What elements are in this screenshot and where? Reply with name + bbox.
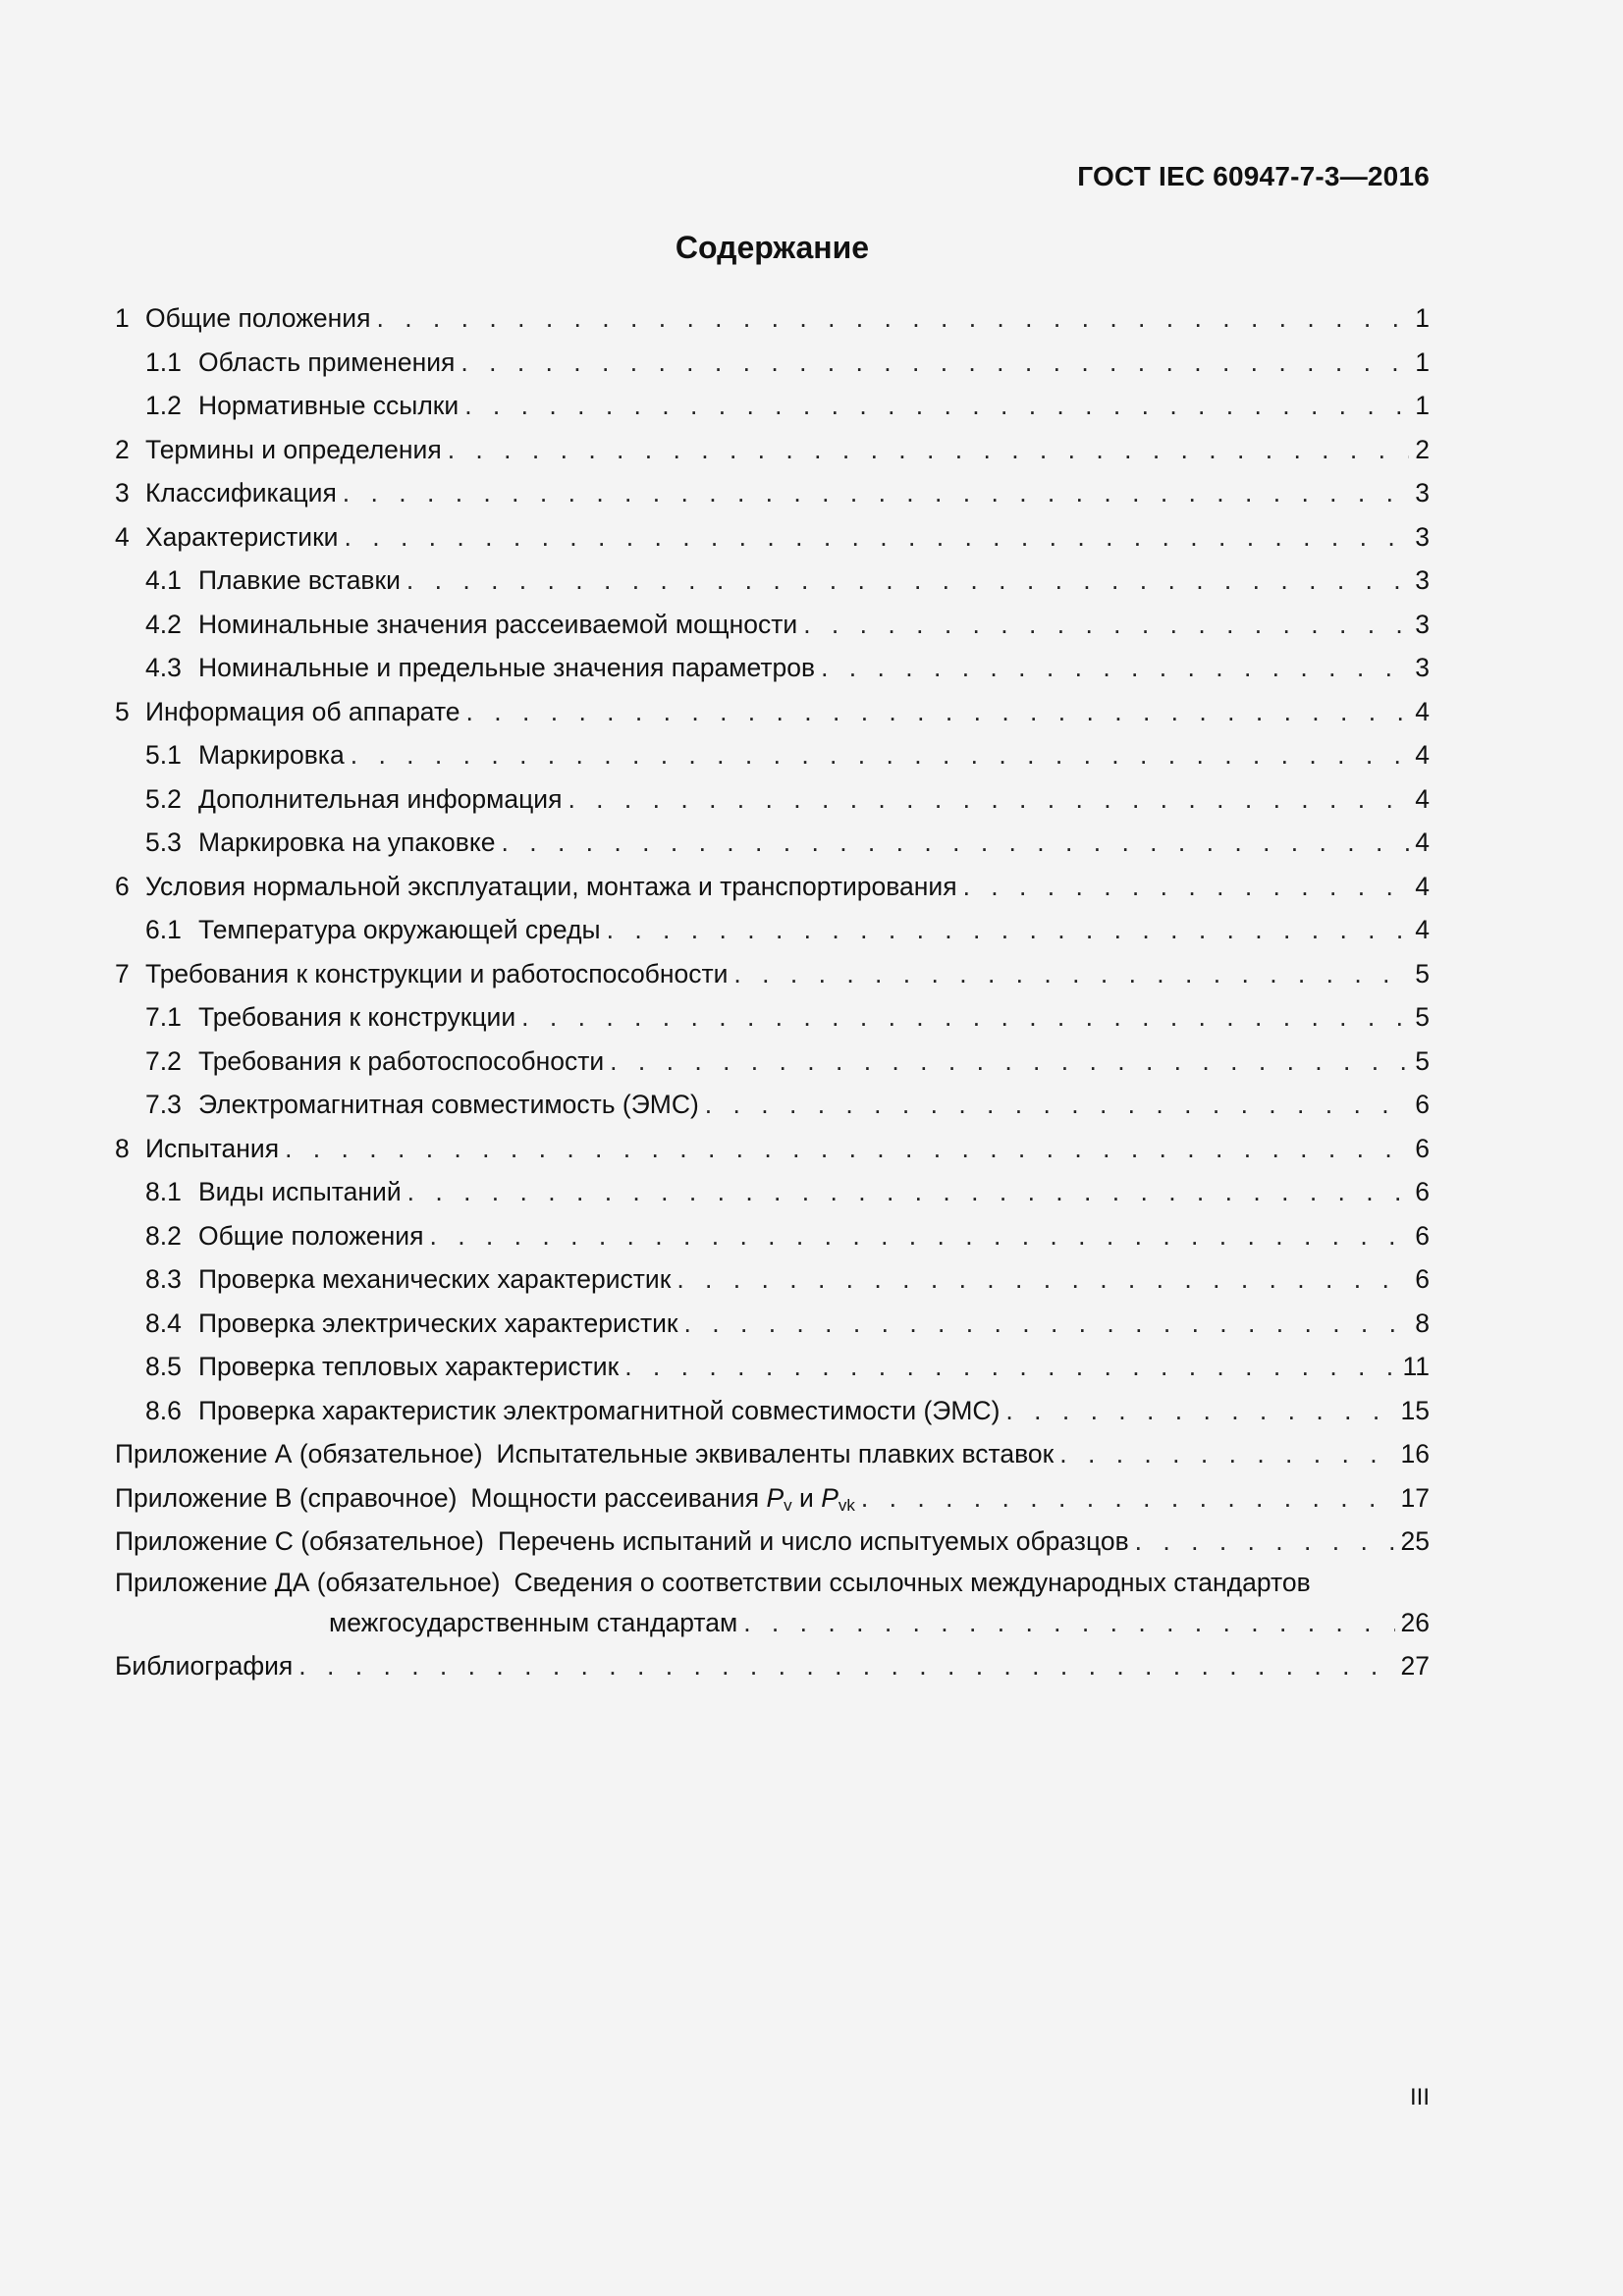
toc-entry-page: 6 bbox=[1415, 1177, 1430, 1206]
toc-entry-title: Нормативные ссылки bbox=[198, 391, 460, 420]
toc-entry-page: 11 bbox=[1402, 1352, 1430, 1381]
document-code: ГОСТ IEC 60947-7-3—2016 bbox=[1077, 161, 1430, 191]
dot-leader bbox=[607, 908, 1410, 952]
dot-leader bbox=[1135, 1520, 1395, 1564]
toc-entry-page: 3 bbox=[1415, 565, 1430, 595]
toc-entry-number: 5 bbox=[115, 696, 130, 726]
toc-entry-page: 4 bbox=[1415, 828, 1430, 857]
dot-leader bbox=[861, 1476, 1395, 1521]
dot-leader bbox=[464, 384, 1409, 428]
title-prefix: Мощности рассеивания bbox=[470, 1482, 760, 1513]
dot-leader bbox=[351, 733, 1410, 777]
toc-entry-appendix-c[interactable] bbox=[115, 1520, 1430, 1564]
dot-leader bbox=[568, 777, 1409, 822]
toc-entry-1-1[interactable] bbox=[115, 341, 1430, 385]
toc-entry-page: 3 bbox=[1415, 478, 1430, 507]
toc-entry-5-3[interactable] bbox=[115, 821, 1430, 865]
toc-entry-number: 4 bbox=[115, 521, 130, 552]
toc-entry-8[interactable] bbox=[115, 1127, 1430, 1171]
appendix-label: Приложение ДА (обязательное) bbox=[115, 1567, 501, 1597]
dot-leader bbox=[502, 821, 1410, 865]
dot-leader bbox=[376, 296, 1409, 341]
toc-entry-number: 8.4 bbox=[145, 1308, 182, 1338]
toc-entry-7-1[interactable] bbox=[115, 995, 1430, 1040]
toc-entry-1[interactable] bbox=[115, 296, 1430, 341]
toc-entry-8-1[interactable] bbox=[115, 1170, 1430, 1214]
dot-leader bbox=[705, 1083, 1409, 1127]
toc-entry-number: 5.1 bbox=[145, 740, 182, 770]
dot-leader bbox=[624, 1345, 1396, 1389]
toc-entry-8-2[interactable] bbox=[115, 1214, 1430, 1258]
toc-entry-5[interactable] bbox=[115, 690, 1430, 734]
toc-entry-page: 5 bbox=[1415, 958, 1430, 988]
toc-entry-page: 26 bbox=[1400, 1607, 1430, 1637]
toc-entry-page: 25 bbox=[1400, 1526, 1430, 1556]
toc-entry-title: Электромагнитная совместимость (ЭМС) bbox=[198, 1090, 699, 1119]
dot-leader bbox=[1059, 1432, 1394, 1476]
dot-leader bbox=[466, 690, 1410, 734]
toc-entry-number: 8.6 bbox=[145, 1395, 182, 1425]
toc-entry-title: Требования к конструкции и работоспособности bbox=[145, 958, 729, 988]
appendix-label: Приложение А (обязательное) bbox=[115, 1439, 483, 1468]
toc-entry-8-4[interactable] bbox=[115, 1302, 1430, 1346]
toc-entry-4[interactable] bbox=[115, 515, 1430, 560]
toc-entry-8-6[interactable] bbox=[115, 1389, 1430, 1433]
dot-leader bbox=[406, 559, 1409, 603]
toc-entry-title: Испытательные эквиваленты плавких вставок bbox=[496, 1439, 1055, 1468]
toc-entry-title: Термины и определения bbox=[145, 434, 442, 464]
toc-entry-2[interactable] bbox=[115, 428, 1430, 472]
symbol-p: P bbox=[766, 1482, 784, 1513]
toc-entry-title: Маркировка на упаковке bbox=[198, 828, 496, 857]
toc-entry-number: 4.3 bbox=[145, 653, 182, 682]
toc-entry-page: 6 bbox=[1415, 1264, 1430, 1294]
toc-entry-title: Проверка тепловых характеристик bbox=[198, 1352, 620, 1381]
toc-entry-title: Требования к конструкции bbox=[198, 1002, 516, 1032]
toc-entry-number: 8.1 bbox=[145, 1177, 182, 1206]
dot-leader bbox=[803, 603, 1409, 647]
toc-entry-7-3[interactable] bbox=[115, 1083, 1430, 1127]
toc-title: Содержание bbox=[675, 230, 870, 265]
appendix-label: Приложение В (справочное) bbox=[115, 1482, 458, 1513]
toc-entry-number: 6.1 bbox=[145, 915, 182, 944]
subscript: vk bbox=[838, 1495, 855, 1515]
toc-entry-page: 3 bbox=[1415, 653, 1430, 682]
toc-entry-title: Условия нормальной эксплуатации, монтажа и транспортирования bbox=[145, 871, 957, 901]
toc-entry-page: 4 bbox=[1415, 871, 1430, 901]
toc-entry-page: 4 bbox=[1415, 740, 1430, 770]
toc-entry-title: Классификация bbox=[145, 478, 337, 507]
toc-entry-number: 7.1 bbox=[145, 1002, 182, 1032]
toc-entry-title: Виды испытаний bbox=[198, 1177, 402, 1206]
dot-leader bbox=[1005, 1389, 1394, 1433]
toc-entry-number: 1.2 bbox=[145, 391, 182, 420]
toc-entry-number: 1.1 bbox=[145, 347, 182, 377]
toc-entry-number: 8.5 bbox=[145, 1352, 182, 1381]
toc-entry-number: 8.2 bbox=[145, 1220, 182, 1251]
toc-entry-page: 2 bbox=[1415, 434, 1430, 464]
conjunction: и bbox=[799, 1482, 814, 1513]
toc-entry-line bbox=[115, 1564, 1430, 1601]
toc-entry-page: 17 bbox=[1400, 1482, 1430, 1513]
toc-entry-title: Перечень испытаний и число испытуемых образцов bbox=[498, 1526, 1129, 1556]
toc-entry-number: 3 bbox=[115, 478, 130, 507]
toc-entry-number: 4.2 bbox=[145, 609, 182, 639]
toc-entry-title: Информация об аппарате bbox=[145, 696, 460, 726]
toc-entry-page: 3 bbox=[1415, 609, 1430, 639]
toc-entry-title: Характеристики bbox=[145, 521, 339, 552]
toc-entry-7[interactable] bbox=[115, 952, 1430, 996]
dot-leader bbox=[345, 515, 1410, 560]
toc-entry-title: Плавкие вставки bbox=[198, 565, 401, 595]
dot-leader bbox=[429, 1214, 1409, 1258]
toc-entry-title: Маркировка bbox=[198, 740, 345, 770]
toc-entry-number: 7 bbox=[115, 958, 130, 988]
dot-leader bbox=[521, 995, 1409, 1040]
table-of-contents bbox=[115, 296, 1430, 1688]
toc-entry-page: 1 bbox=[1415, 391, 1430, 420]
toc-entry-title: Номинальные значения рассеиваемой мощности bbox=[198, 609, 798, 639]
toc-entry-number: 1 bbox=[115, 303, 130, 333]
toc-entry-page: 5 bbox=[1415, 1002, 1430, 1032]
dot-leader bbox=[285, 1127, 1409, 1171]
toc-entry-bibliography[interactable] bbox=[115, 1644, 1430, 1688]
toc-entry-7-2[interactable] bbox=[115, 1040, 1430, 1084]
toc-entry-6-1[interactable] bbox=[115, 908, 1430, 952]
toc-entry-number: 8.3 bbox=[145, 1264, 182, 1294]
dot-leader bbox=[407, 1170, 1410, 1214]
toc-entry-page: 6 bbox=[1415, 1133, 1430, 1163]
dot-leader bbox=[743, 1601, 1394, 1645]
toc-entry-1-2[interactable] bbox=[115, 384, 1430, 428]
toc-entry-title: Испытания bbox=[145, 1133, 280, 1163]
dot-leader bbox=[963, 865, 1410, 909]
toc-entry-page: 4 bbox=[1415, 783, 1430, 814]
toc-entry-title: Общие положения bbox=[198, 1220, 424, 1251]
toc-entry-number: 2 bbox=[115, 434, 130, 464]
toc-entry-number: 5.3 bbox=[145, 828, 182, 857]
dot-leader bbox=[684, 1302, 1410, 1346]
toc-entry-page: 15 bbox=[1400, 1395, 1430, 1425]
toc-entry-page: 8 bbox=[1415, 1308, 1430, 1338]
dot-leader bbox=[448, 428, 1410, 472]
toc-entry-page: 4 bbox=[1415, 696, 1430, 726]
toc-entry-number: 8 bbox=[115, 1133, 130, 1163]
toc-entry-8-5[interactable] bbox=[115, 1345, 1430, 1389]
toc-entry-4-2[interactable] bbox=[115, 603, 1430, 647]
toc-numbered-entries bbox=[115, 296, 1430, 1432]
toc-entry-title: Сведения о соответствии ссылочных международных стандартов bbox=[514, 1567, 1311, 1597]
dot-leader bbox=[733, 952, 1409, 996]
toc-entry-number: 7.2 bbox=[145, 1045, 182, 1076]
toc-entry-page: 4 bbox=[1415, 915, 1430, 944]
dot-leader bbox=[821, 646, 1409, 690]
toc-entry-title: Дополнительная информация bbox=[198, 783, 563, 814]
toc-entry-4-3[interactable] bbox=[115, 646, 1430, 690]
toc-entry-title: Требования к работоспособности bbox=[198, 1045, 605, 1076]
toc-entry-title: Проверка электрических характеристик bbox=[198, 1308, 678, 1338]
toc-entry-title: Проверка характеристик электромагнитной совместимости (ЭМС) bbox=[198, 1395, 1001, 1425]
subscript: v bbox=[784, 1495, 792, 1515]
toc-entry-title: Область применения bbox=[198, 347, 456, 377]
toc-entry-appendix-da[interactable] bbox=[115, 1564, 1430, 1645]
toc-entry-page: 16 bbox=[1400, 1439, 1430, 1468]
toc-entry-appendix-a[interactable] bbox=[115, 1432, 1430, 1476]
toc-entry-title: Библиография bbox=[115, 1651, 294, 1681]
dot-leader bbox=[676, 1257, 1409, 1302]
page-number: III bbox=[1409, 2084, 1430, 2110]
toc-entry-title: Проверка механических характеристик bbox=[198, 1264, 672, 1294]
toc-entry-5-1[interactable] bbox=[115, 733, 1430, 777]
toc-entry-number: 5.2 bbox=[145, 783, 182, 814]
toc-entry-page: 5 bbox=[1415, 1045, 1430, 1076]
toc-entry-5-2[interactable] bbox=[115, 777, 1430, 822]
dot-leader bbox=[343, 471, 1409, 515]
toc-entry-page: 3 bbox=[1415, 521, 1430, 552]
toc-entry-title-continued: межгосударственным стандартам bbox=[329, 1607, 738, 1637]
toc-entry-title: Температура окружающей среды bbox=[198, 915, 601, 944]
toc-entry-page: 1 bbox=[1415, 303, 1430, 333]
toc-entry-appendix-b[interactable] bbox=[115, 1476, 1430, 1521]
dot-leader bbox=[460, 341, 1409, 385]
toc-entry-title: Общие положения bbox=[145, 303, 371, 333]
dot-leader bbox=[298, 1644, 1394, 1688]
toc-entry-number: 7.3 bbox=[145, 1090, 182, 1119]
toc-entry-number: 6 bbox=[115, 871, 130, 901]
toc-entry-page: 6 bbox=[1415, 1220, 1430, 1251]
toc-entry-line bbox=[115, 1601, 1430, 1645]
dot-leader bbox=[610, 1040, 1409, 1084]
toc-entry-4-1[interactable] bbox=[115, 559, 1430, 603]
toc-entry-8-3[interactable] bbox=[115, 1257, 1430, 1302]
appendix-label: Приложение С (обязательное) bbox=[115, 1526, 485, 1556]
toc-entry-number: 4.1 bbox=[145, 565, 182, 595]
toc-entry-3[interactable] bbox=[115, 471, 1430, 515]
toc-entry-page: 27 bbox=[1400, 1651, 1430, 1681]
toc-entry-6[interactable] bbox=[115, 865, 1430, 909]
symbol-p: P bbox=[821, 1482, 839, 1513]
toc-entry-title: Номинальные и предельные значения параметров bbox=[198, 653, 816, 682]
toc-entry-page: 6 bbox=[1415, 1090, 1430, 1119]
toc-entry-page: 1 bbox=[1415, 347, 1430, 377]
